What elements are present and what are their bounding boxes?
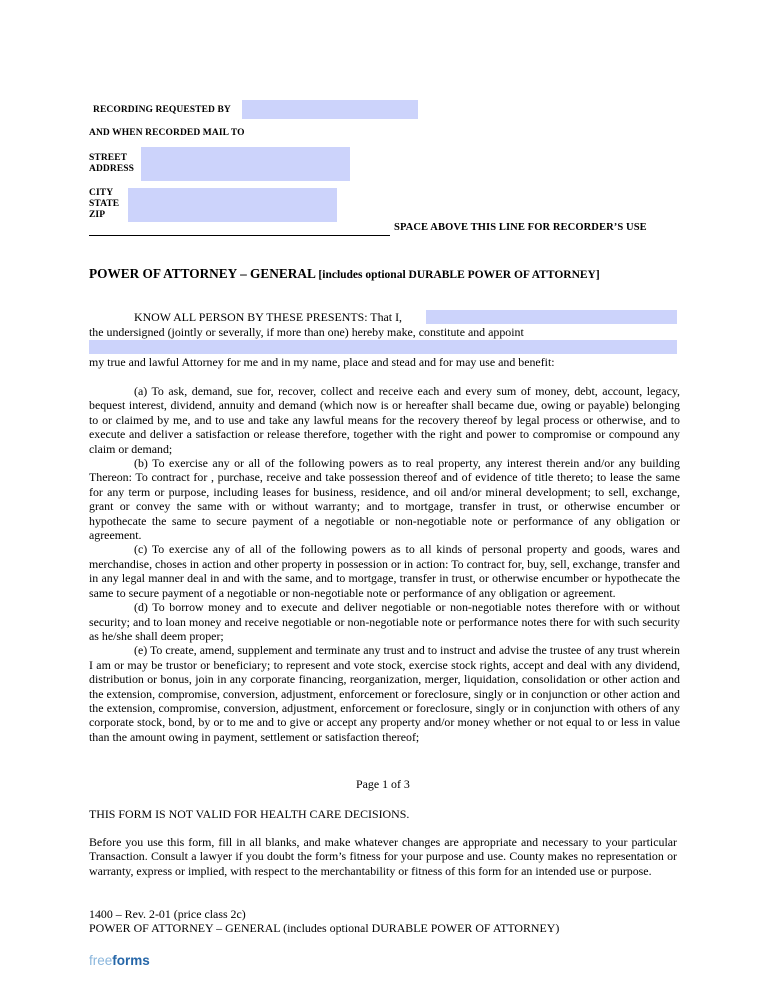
document-title-suffix: [includes optional DURABLE POWER OF ATTORNEY] bbox=[318, 269, 600, 281]
logo-part-forms: forms bbox=[112, 953, 150, 968]
logo-part-free: free bbox=[89, 953, 113, 968]
recording-requested-field[interactable] bbox=[242, 100, 418, 119]
intro-line-3: my true and lawful Attorney for me and in my name, place and stead and for may use and benefit: bbox=[89, 355, 555, 369]
clause-e: (e) To create, amend, supplement and terminate any trust and to instruct and advise the trustee of any trust wherein I am or may be trustor or beneficiary; to represent and vote stock, exercise stock rights, accept and deal with any dividend, distribution or bonus, join in any corporate financing, reorganization, merger, liquidation, consolidation or other action and the extension, compromise, conversion, adjustment, enforcement or foreclosure, singly or in conjunction or other action and the extension, compromise, conversion, adjustment, enforcement or foreclosure, singly or in conjunction with others of any corporate stock, bond, by or to me and to give or accept any property and/or money whether or not equal to or less in value than the amount owing in payment, settlement or satisfaction thereof; bbox=[89, 643, 680, 744]
form-title-footer: POWER OF ATTORNEY – GENERAL (includes optional DURABLE POWER OF ATTORNEY) bbox=[89, 921, 560, 935]
city-state-zip-field[interactable] bbox=[128, 188, 337, 222]
disclaimer-text: Before you use this form, fill in all blanks, and make whatever changes are appropriate and necessary to your particular Transaction. Consult a lawyer if you doubt the form’s fitness for your purpose and use. County makes no representation or warranty, express or implied, with respect to the merchantability or fitness of this form for an intended use or purpose. bbox=[89, 835, 677, 878]
state-label: STATE bbox=[89, 199, 120, 209]
intro-line-2: the undersigned (jointly or severally, if more than one) hereby make, constitute and appoint bbox=[89, 325, 524, 339]
street-label: STREET bbox=[89, 153, 128, 163]
health-care-notice: THIS FORM IS NOT VALID FOR HEALTH CARE DECISIONS. bbox=[89, 807, 410, 821]
page-number: Page 1 of 3 bbox=[356, 777, 410, 791]
zip-label: ZIP bbox=[89, 210, 106, 220]
recording-requested-label: RECORDING REQUESTED BY bbox=[93, 105, 231, 115]
document-title bbox=[89, 266, 600, 282]
attorney-name-field[interactable] bbox=[89, 340, 677, 354]
intro-line-1: KNOW ALL PERSON BY THESE PRESENTS: That I, bbox=[134, 310, 402, 324]
form-number: 1400 – Rev. 2-01 (price class 2c) bbox=[89, 907, 246, 921]
clause-b: (b) To exercise any or all of the following powers as to real property, any interest therein and/or any building Thereon: To contract for , purchase, receive and take possession thereof and of evidence of title thereto; to lease the same for any term or purpose, including leases for business, residence, and oil and/or mineral development; to sell, exchange, grant or convey the same with or without warranty; and to mortgage, transfer in trust, or otherwise encumber or hypothecate the same to secure payment of a negotiable or non-negotiable note or performance of any obligation or agreement. bbox=[89, 456, 680, 543]
document-title-main: POWER OF ATTORNEY – GENERAL bbox=[89, 266, 316, 281]
principal-name-field[interactable] bbox=[426, 310, 677, 324]
recorder-divider-line bbox=[89, 235, 390, 236]
recorder-space-label: SPACE ABOVE THIS LINE FOR RECORDER’S USE bbox=[394, 222, 647, 233]
freeforms-logo bbox=[89, 953, 150, 968]
clause-d: (d) To borrow money and to execute and deliver negotiable or non-negotiable notes therefore with or without security; and to loan money and receive negotiable or non-negotiable note or performance notes there for with such security as he/she shall deem proper; bbox=[89, 600, 680, 643]
clause-c: (c) To exercise any of all of the following powers as to all kinds of personal property and goods, wares and merchandise, choses in action and other property in possession or in action: To contract for, buy, sell, exchange, transfer and in any legal manner deal in and with the same, and to mortgage, transfer in trust, or otherwise encumber or hypothecate the same to secure payment of a negotiable or non-negotiable note or performance of any obligation or agreement. bbox=[89, 542, 680, 600]
street-address-field[interactable] bbox=[141, 147, 350, 181]
address-label: ADDRESS bbox=[89, 164, 135, 174]
city-label: CITY bbox=[89, 188, 114, 198]
clauses-block bbox=[89, 384, 680, 744]
clause-a: (a) To ask, demand, sue for, recover, collect and receive each and every sum of money, debt, account, legacy, bequest interest, dividend, annuity and demand (which now is or hereafter shall became due, owing or payable) belonging to or claimed by me, and to use and take any lawful means for the recovery thereof by legal process or otherwise, and to execute and deliver a satisfaction or release therefore, together with the right and power to compromise or compound any claim or demand; bbox=[89, 384, 680, 456]
mail-to-label: AND WHEN RECORDED MAIL TO bbox=[89, 128, 245, 138]
